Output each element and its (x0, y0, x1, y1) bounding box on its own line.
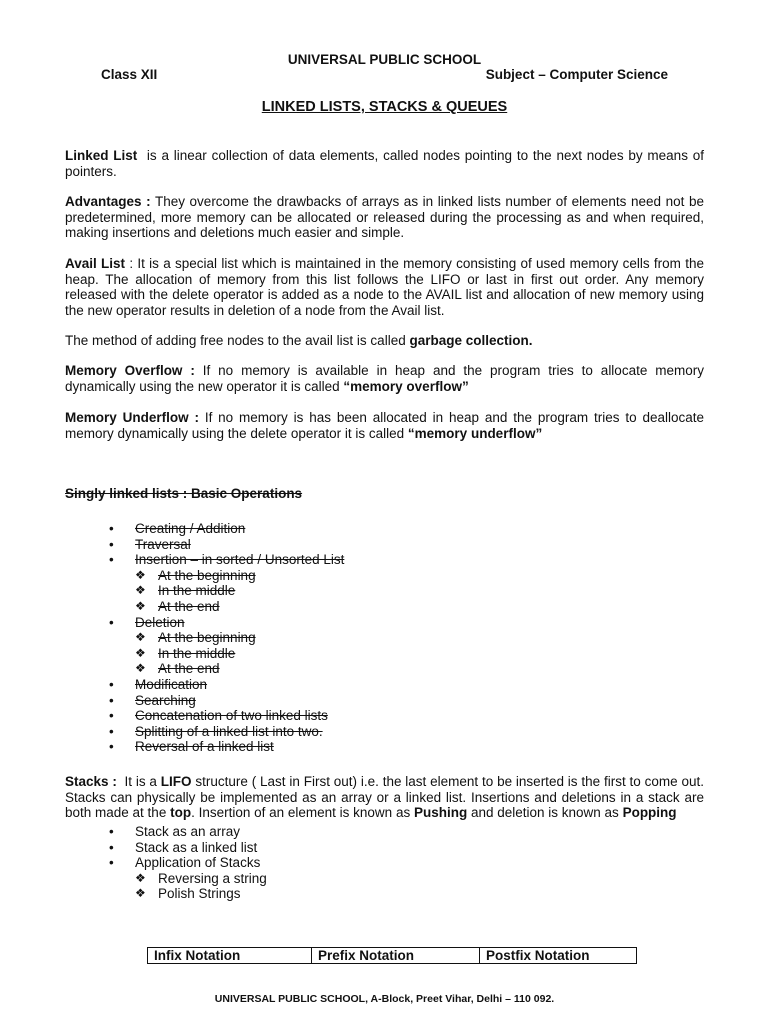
list-item-label: Modification (135, 676, 208, 692)
diamond-bullet-icon: ❖ (135, 630, 146, 645)
list-item (65, 724, 665, 740)
garbage-collection-paragraph (65, 333, 704, 349)
sub-list-item (65, 646, 665, 662)
list-item-label: Application of Stacks (135, 855, 261, 871)
popping-term: Popping (622, 805, 677, 821)
list-item-label: At the beginning (158, 630, 256, 646)
list-item-label: In the middle (158, 583, 236, 599)
sub-list-item (65, 568, 665, 584)
top-term: top (170, 805, 192, 821)
list-item (65, 693, 665, 709)
stacks-text-2: structure ( Last in First out) i.e. the last element to be inserted is the first to come out. Stacks can physically be implemented as an array or a linked list. Insertions and deletions in a stack are both made at the (65, 774, 704, 821)
list-item-label: Stack as a linked list (135, 839, 258, 855)
advantages-text: They overcome the drawbacks of arrays as in linked lists number of elements need not be predetermined, more memory can be allocated or released during the processing as and when required, making insertions and deletions much easier and simple. (65, 194, 704, 241)
diamond-bullet-icon: ❖ (135, 583, 146, 598)
avail-list-term: Avail List (65, 256, 126, 271)
list-item-label: At the end (158, 661, 220, 677)
diamond-bullet-icon: ❖ (135, 645, 146, 660)
list-item-label: Concatenation of two linked lists (135, 708, 328, 724)
list-item-label: Traversal (135, 536, 191, 552)
list-item-label: Stack as an array (135, 824, 241, 839)
underflow-term: Memory Underflow : (65, 410, 199, 425)
stacks-paragraph (65, 774, 704, 821)
underflow-quote: “memory underflow” (407, 425, 543, 441)
sub-list-item (65, 630, 665, 646)
stacks-text-3: . Insertion of an element is known as (191, 805, 414, 821)
list-item-label: At the end (158, 598, 220, 614)
list-item-label: In the middle (158, 645, 236, 661)
bullet-icon: • (109, 692, 114, 708)
subject-label: Subject – Computer Science (485, 67, 668, 82)
notation-table (147, 947, 637, 964)
infix-header: Infix Notation (148, 948, 312, 964)
stacks-text-1: It is a (116, 774, 161, 789)
list-item (65, 855, 665, 871)
diamond-bullet-icon: ❖ (135, 567, 146, 582)
diamond-bullet-icon: ❖ (135, 870, 146, 885)
stacks-text-4: and deletion is known as (467, 805, 623, 821)
list-item-label: Deletion (135, 614, 185, 630)
page-title: LINKED LISTS, STACKS & QUEUES (261, 99, 508, 115)
diamond-bullet-icon: ❖ (135, 886, 146, 901)
singly-operations-list (65, 521, 665, 755)
list-item-label: Reversing a string (158, 870, 267, 886)
garbage-text: The method of adding free nodes to the avail list is called (65, 333, 410, 348)
pushing-term: Pushing (413, 805, 468, 821)
postfix-header: Postfix Notation (480, 948, 637, 964)
diamond-bullet-icon: ❖ (135, 598, 146, 613)
stacks-list (65, 824, 665, 902)
bullet-icon: • (109, 614, 114, 630)
overflow-text: If no memory is available in heap and the program tries to allocate memory dynamically using the new operator it is called (65, 363, 704, 394)
bullet-icon: • (109, 552, 114, 568)
list-item (65, 824, 665, 840)
advantages-term: Advantages : (65, 194, 151, 209)
linked-list-term: Linked List (65, 148, 138, 163)
list-item (65, 840, 665, 856)
list-item (65, 739, 665, 755)
prefix-header: Prefix Notation (312, 948, 480, 964)
avail-list-paragraph (65, 256, 704, 318)
avail-list-text: : It is a special list which is maintained in the memory consisting of used memory cells from the heap. The allocation of memory from this list follows the LIFO or last in first out order. Any memory released with the delete operator is added as a node to the AVAIL list and allocation of new memory using the new operator results in deletion of a node from the Avail list. (65, 256, 704, 318)
list-item-label: Searching (135, 692, 196, 708)
bullet-icon: • (109, 708, 114, 724)
lifo-term: LIFO (160, 774, 192, 789)
linked-list-paragraph (65, 148, 708, 179)
table-row (148, 948, 637, 964)
page-footer: UNIVERSAL PUBLIC SCHOOL, A-Block, Preet Vihar, Delhi – 110 092. (214, 993, 555, 1005)
list-item (65, 615, 665, 631)
diamond-bullet-icon: ❖ (135, 661, 146, 676)
sub-list-item (65, 599, 665, 615)
list-item (65, 677, 665, 693)
bullet-icon: • (109, 536, 114, 552)
list-item-label: Reversal of a linked list (135, 739, 274, 755)
memory-overflow-paragraph (65, 363, 704, 394)
class-label: Class XII (101, 67, 158, 82)
singly-heading: Singly linked lists : Basic Operations (65, 486, 303, 501)
list-item-label: Creating / Addition (135, 521, 246, 536)
list-item (65, 552, 665, 568)
bullet-icon: • (109, 723, 114, 739)
list-item (65, 521, 665, 537)
school-name: UNIVERSAL PUBLIC SCHOOL (287, 52, 482, 67)
bullet-icon: • (109, 855, 114, 871)
list-item (65, 708, 665, 724)
sub-list-item (65, 661, 665, 677)
list-item-label: Insertion – in sorted / Unsorted List (135, 552, 345, 568)
sub-list-item (65, 583, 665, 599)
underflow-text: If no memory is has been allocated in heap and the program tries to deallocate memory dynamically using the delete operator it is called (65, 410, 704, 441)
overflow-term: Memory Overflow : (65, 363, 195, 378)
bullet-icon: • (109, 676, 114, 692)
overflow-quote: “memory overflow” (343, 378, 469, 394)
sub-list-item (65, 871, 665, 887)
list-item-label: Polish Strings (158, 886, 241, 902)
memory-underflow-paragraph (65, 410, 704, 441)
bullet-icon: • (109, 739, 114, 755)
linked-list-text: is a linear collection of data elements, called nodes pointing to the next nodes by means of pointers. (65, 148, 708, 179)
garbage-term: garbage collection. (409, 333, 533, 348)
sub-list-item (65, 886, 665, 902)
list-item (65, 537, 665, 553)
bullet-icon: • (109, 824, 114, 839)
bullet-icon: • (109, 521, 114, 536)
bullet-icon: • (109, 839, 114, 855)
stacks-term: Stacks : (65, 774, 117, 789)
list-item-label: At the beginning (158, 567, 256, 583)
advantages-paragraph (65, 194, 704, 241)
list-item-label: Splitting of a linked list into two. (135, 723, 323, 739)
